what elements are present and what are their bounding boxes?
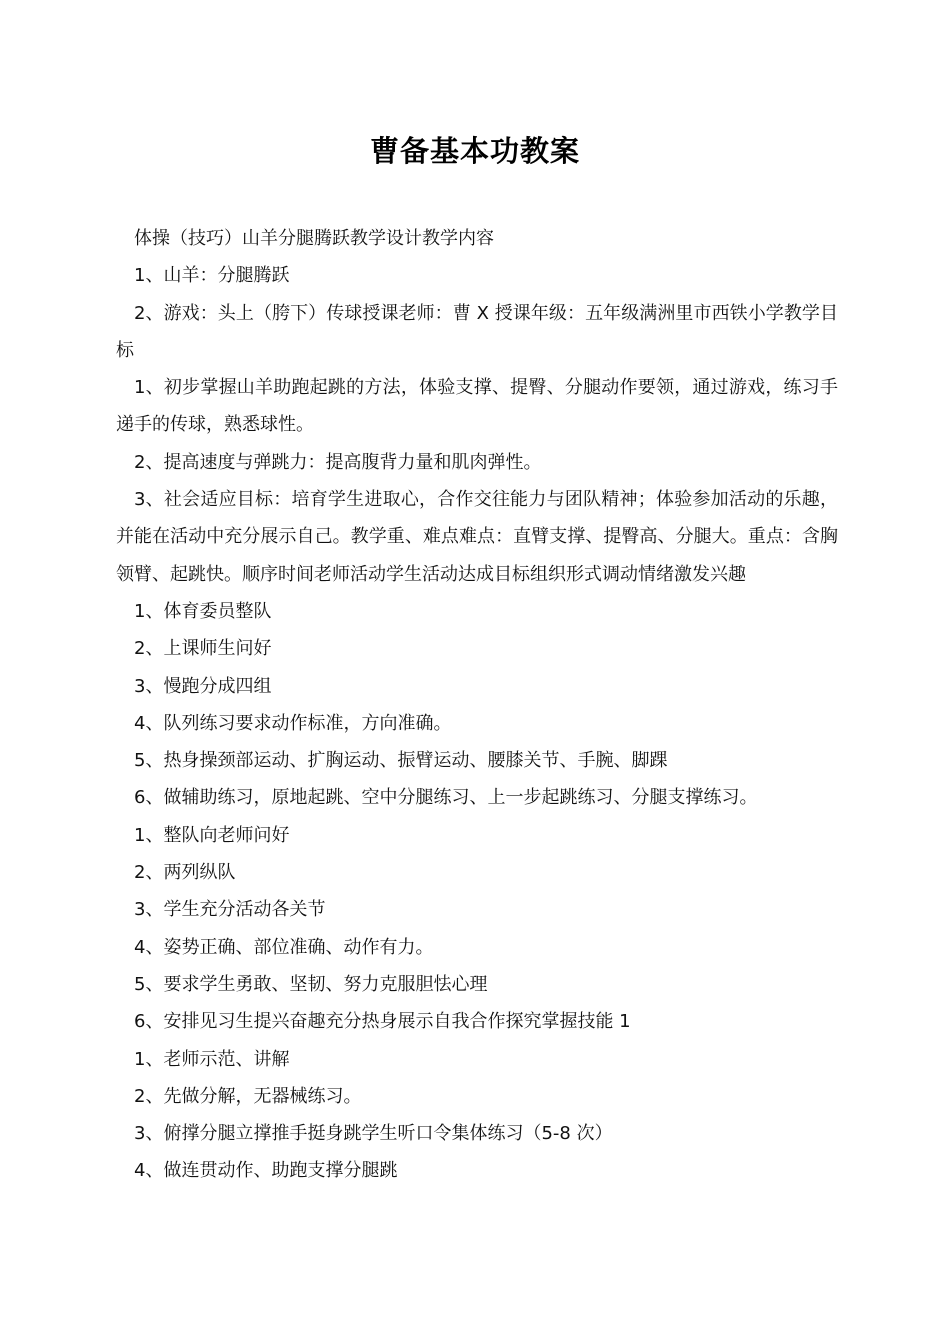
paragraph: 1、山羊：分腿腾跃: [134, 265, 290, 287]
paragraph: 1、整队向老师问好: [134, 824, 290, 846]
document-body: [116, 220, 838, 1190]
paragraph: 3、慢跑分成四组: [134, 675, 272, 697]
paragraph: 4、队列练习要求动作标准，方向准确。: [134, 712, 452, 734]
paragraph: 6、做辅助练习，原地起跳、空中分腿练习、上一步起跳练习、分腿支撑练习。: [134, 787, 758, 809]
paragraph: 1、老师示范、讲解: [134, 1048, 290, 1070]
paragraph: 4、姿势正确、部位准确、动作有力。: [134, 936, 434, 958]
paragraph: 2、提高速度与弹跳力：提高腹背力量和肌肉弹性。: [134, 451, 542, 473]
paragraph: 1、体育委员整队: [134, 600, 272, 622]
paragraph: 3、社会适应目标：培育学生进取心，合作交往能力与团队精神；体验参加活动的乐趣，并能在活动中充分展示自己。教学重、难点难点：直臂支撑、提臀高、分腿大。重点：含胸领臂、起跳快。顺序时间老师活动学生活动达成目标组织形式调动情绪激发兴趣: [116, 489, 838, 585]
document-title: 曹备基本功教案: [369, 134, 580, 168]
paragraph: 2、上课师生问好: [134, 638, 272, 660]
paragraph: 5、要求学生勇敢、坚韧、努力克服胆怯心理: [134, 973, 488, 995]
paragraph: 1、初步掌握山羊助跑起跳的方法，体验支撑、提臀、分腿动作要领，通过游戏，练习手递手的传球，熟悉球性。: [116, 377, 838, 436]
paragraph: 2、先做分解，无器械练习。: [134, 1085, 362, 1107]
paragraph: 3、俯撑分腿立撑推手挺身跳学生听口令集体练习（5-8 次）: [134, 1123, 613, 1145]
paragraph: 2、游戏：头上（胯下）传球授课老师：曹 X 授课年级：五年级满洲里市西铁小学教学目标: [116, 302, 838, 361]
paragraph: 4、做连贯动作、助跑支撑分腿跳: [134, 1160, 398, 1182]
paragraph: 6、安排见习生提兴奋趣充分热身展示自我合作探究掌握技能 1: [134, 1011, 631, 1033]
paragraph: 体操（技巧）山羊分腿腾跃教学设计教学内容: [134, 228, 494, 249]
paragraph: 3、学生充分活动各关节: [134, 899, 326, 921]
paragraph: 5、热身操颈部运动、扩胸运动、振臂运动、腰膝关节、手腕、脚踝: [134, 750, 668, 772]
paragraph: 2、两列纵队: [134, 862, 236, 884]
